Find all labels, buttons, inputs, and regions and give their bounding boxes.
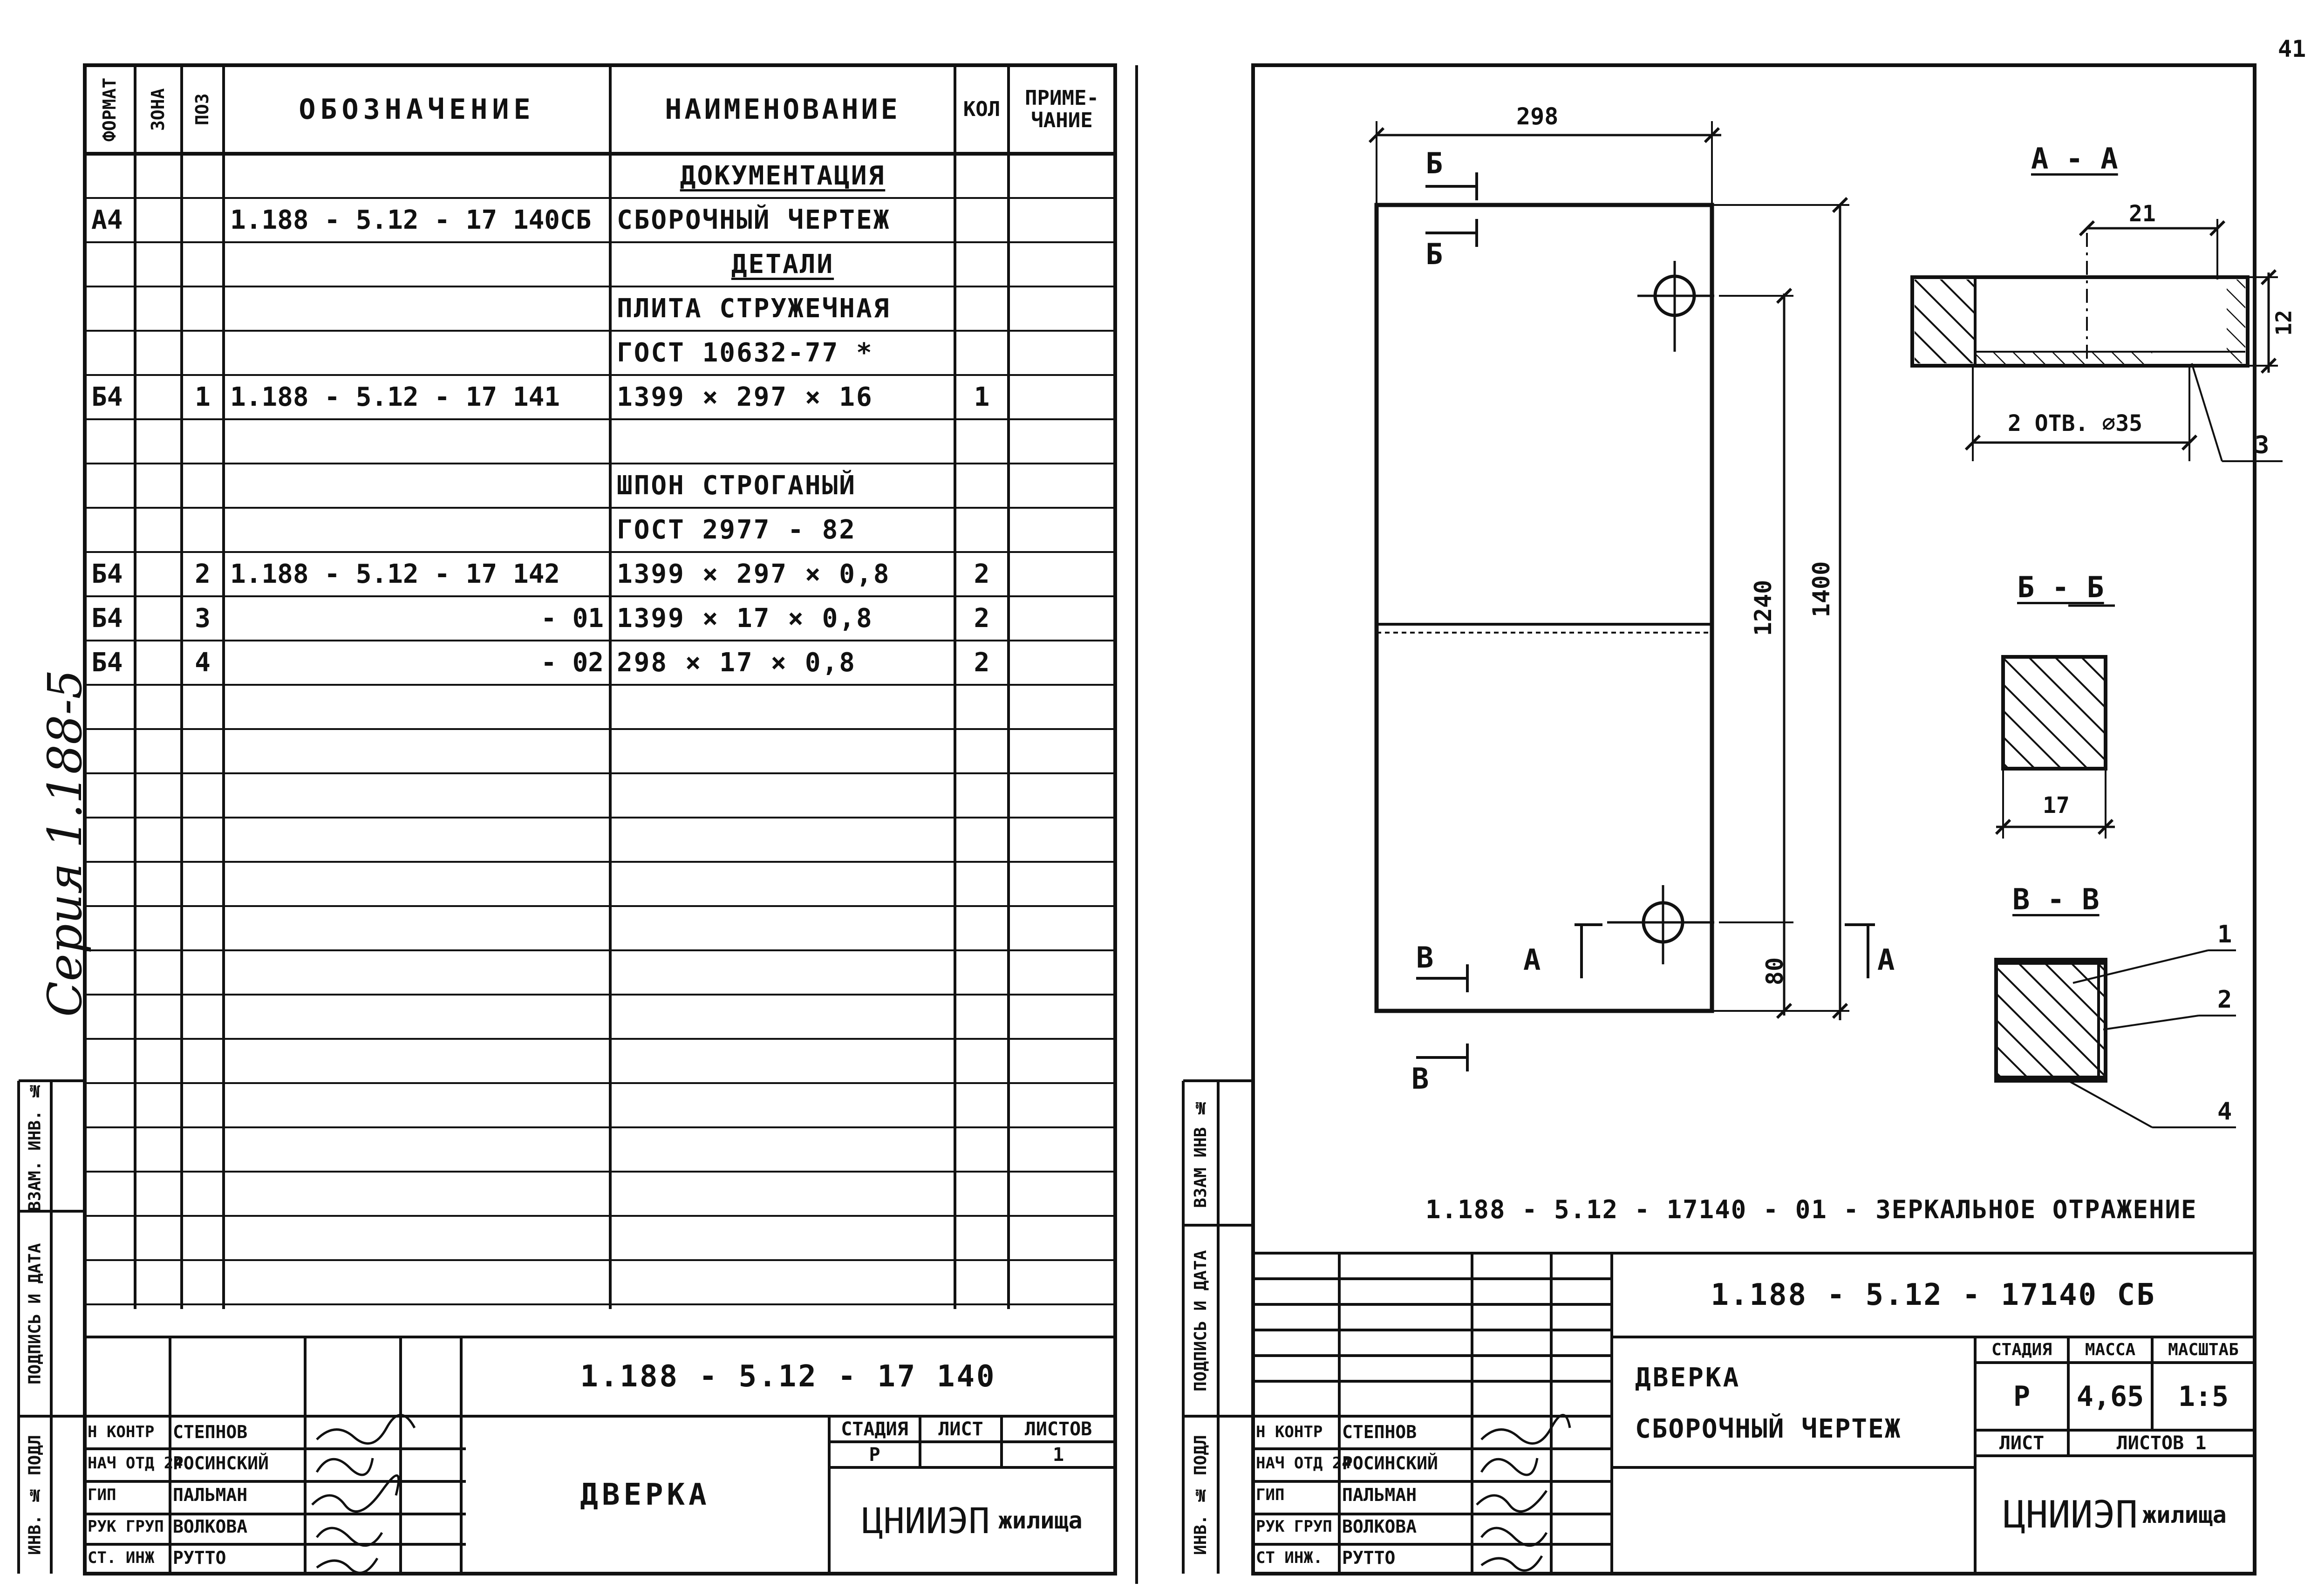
spec-cell-note — [1009, 641, 1115, 685]
drawing-stage-value: Р — [2013, 1380, 2031, 1413]
spec-cell-qty — [955, 331, 1009, 375]
col-header-format: ФОРМАТ — [99, 77, 120, 142]
col-header-designation: ОБОЗНАЧЕНИЕ — [299, 93, 535, 126]
role-person-name: ПАЛЬМАН — [173, 1484, 248, 1505]
role-person-name: РУТТО — [173, 1548, 226, 1569]
spec-cell-zone — [135, 198, 182, 242]
col-header-note: ПРИМЕ-ЧАНИЕ — [1025, 86, 1099, 132]
spec-cell-zone — [135, 286, 182, 331]
spec-cell-zone — [135, 552, 182, 596]
drawing-doc-number: 1.188 - 5.12 - 17140 СБ — [1711, 1278, 2156, 1312]
spec-cell-format — [85, 286, 135, 331]
role-label: РУК ГРУП — [88, 1517, 164, 1536]
spec-cell-zone — [135, 464, 182, 508]
drawing-scale-value: 1:5 — [2178, 1380, 2229, 1413]
section-vv-callout-2: 2 — [2217, 986, 2232, 1014]
spec-sheets-label: ЛИСТОВ — [1024, 1418, 1092, 1440]
side-stamp-inv-orig: ИНВ. № ПОДЛ — [25, 1435, 45, 1555]
spec-cell-name: ГОСТ 2977 - 82 — [617, 515, 857, 545]
spec-cell-designation: 1.188 - 5.12 - 17 141 — [230, 382, 560, 412]
spec-cell-format — [85, 331, 135, 375]
role-label: ГИП — [1256, 1485, 1285, 1504]
col-header-qty: КОЛ — [963, 97, 1001, 121]
spec-cell-name — [610, 419, 955, 464]
spec-cell-note — [1009, 286, 1115, 331]
spec-cell-name: СБОРОЧНЫЙ ЧЕРТЕЖ — [617, 205, 891, 235]
section-aa-holes: 2 ОТВ. ∅35 — [2008, 410, 2142, 437]
spec-cell-zone — [135, 641, 182, 685]
role-person-name: ВОЛКОВА — [1342, 1516, 1417, 1537]
spec-cell-name: 1399 × 297 × 16 — [617, 382, 873, 412]
spec-sheet-value — [920, 1442, 1002, 1467]
spec-cell-designation — [224, 286, 610, 331]
spec-cell-designation — [224, 154, 610, 198]
spec-cell-designation: 1.188 - 5.12 - 17 142 — [230, 559, 560, 589]
spec-cell-note — [1009, 375, 1115, 419]
spec-cell-zone — [135, 419, 182, 464]
spec-cell-zone — [135, 154, 182, 198]
spec-cell-designation: - 02 — [541, 648, 604, 678]
spec-cell-pos: 2 — [195, 559, 211, 589]
section-vv-title: В - В — [2012, 882, 2100, 916]
section-aa-callout-3: 3 — [2255, 431, 2270, 459]
spec-cell-name: 298 × 17 × 0,8 — [617, 648, 857, 678]
drawing-stage-label: СТАДИЯ — [1991, 1340, 2052, 1359]
drawing-title-2: СБОРОЧНЫЙ ЧЕРТЕЖ — [1635, 1414, 1902, 1444]
spec-cell-designation — [224, 242, 610, 286]
role-label: РУК ГРУП — [1256, 1517, 1332, 1536]
role-label: СТ ИНЖ. — [1256, 1548, 1323, 1568]
mirror-note: 1.188 - 5.12 - 17140 - 01 - ЗЕРКАЛЬНОЕ ОТРАЖЕНИЕ — [1425, 1195, 2197, 1224]
spec-cell-pos — [182, 242, 224, 286]
drawing-side-stamp-inv-orig: ИНВ. № ПОДЛ — [1191, 1435, 1210, 1555]
role-person-name: РОСИНСКИЙ — [1342, 1453, 1438, 1474]
spec-cell-format — [85, 419, 135, 464]
spec-stage-label: СТАДИЯ — [841, 1418, 908, 1440]
spec-cell-qty — [955, 198, 1009, 242]
spec-cell-pos — [182, 508, 224, 552]
cut-label-b-top: Б — [1425, 146, 1443, 180]
spec-sheets-value: 1 — [1052, 1444, 1064, 1466]
spec-cell-pos: 3 — [195, 603, 211, 634]
role-label: СТ. ИНЖ — [88, 1548, 155, 1568]
spec-doc-number: 1.188 - 5.12 - 17 140 — [580, 1359, 996, 1394]
role-person-name: ВОЛКОВА — [173, 1516, 248, 1537]
series-handwritten: Серия 1.188-5 — [38, 669, 92, 1017]
spec-cell-name — [610, 154, 955, 198]
drawing-organization — [1975, 1456, 2255, 1574]
spec-cell-qty — [955, 242, 1009, 286]
spec-cell-note — [1009, 198, 1115, 242]
spec-cell-pos — [182, 286, 224, 331]
section-vv-callout-1: 1 — [2217, 921, 2232, 948]
spec-cell-note — [1009, 242, 1115, 286]
role-label: НАЧ ОТД 24 — [88, 1454, 183, 1473]
cut-label-a-right: А — [1877, 943, 1895, 977]
spec-cell-format — [85, 154, 135, 198]
door-front-view — [1370, 121, 1875, 1071]
spec-cell-qty: 1 — [974, 382, 990, 412]
spec-section-heading: ДЕТАЛИ — [731, 249, 834, 280]
col-header-zone: ЗОНА — [148, 88, 169, 131]
spec-cell-note — [1009, 419, 1115, 464]
spec-cell-pos — [182, 419, 224, 464]
spec-cell-zone — [135, 242, 182, 286]
col-header-name: НАИМЕНОВАНИЕ — [665, 93, 900, 126]
side-stamp-sign-date: ПОДПИСЬ И ДАТА — [25, 1243, 45, 1385]
spec-sheet-label: ЛИСТ — [938, 1418, 983, 1440]
section-bb-title: Б - Б — [2017, 570, 2104, 604]
spec-cell-qty — [955, 464, 1009, 508]
drawing-mass-label: МАССА — [2085, 1340, 2136, 1359]
role-person-name: ПАЛЬМАН — [1342, 1484, 1417, 1505]
spec-cell-qty — [955, 286, 1009, 331]
drawing-scale-label: МАСШТАБ — [2168, 1340, 2239, 1359]
spec-cell-name: ГОСТ 10632-77 * — [617, 338, 873, 368]
spec-cell-note — [1009, 464, 1115, 508]
section-vv-callout-4: 4 — [2217, 1098, 2232, 1125]
spec-cell-format: Б4 — [91, 648, 123, 678]
drawing-sheets-label: ЛИСТОВ 1 — [2116, 1432, 2207, 1454]
spec-cell-name — [610, 242, 955, 286]
role-person-name: СТЕПНОВ — [173, 1421, 248, 1442]
drawing-side-stamp-inv-replace: ВЗАМ ИНВ № — [1191, 1098, 1210, 1208]
spec-cell-pos — [182, 464, 224, 508]
spec-cell-designation — [224, 331, 610, 375]
cut-label-v-upper: В — [1416, 941, 1434, 975]
section-vv-drawing — [1996, 950, 2236, 1127]
spec-organization — [829, 1467, 1115, 1574]
spec-cell-qty — [955, 419, 1009, 464]
spec-cell-zone — [135, 331, 182, 375]
section-aa-dim-21: 21 — [2129, 201, 2156, 227]
spec-cell-qty — [955, 508, 1009, 552]
spec-cell-note — [1009, 552, 1115, 596]
dim-80: 80 — [1761, 957, 1789, 986]
spec-cell-designation — [224, 419, 610, 464]
spec-cell-note — [1009, 331, 1115, 375]
drawing-side-stamp-sign-date: ПОДПИСЬ И ДАТА — [1191, 1250, 1210, 1391]
role-label: Н КОНТР — [1256, 1422, 1323, 1441]
role-person-name: СТЕПНОВ — [1342, 1421, 1417, 1442]
dim-1400: 1400 — [1808, 561, 1835, 618]
spec-cell-name: ПЛИТА СТРУЖЕЧНАЯ — [617, 293, 891, 324]
spec-cell-note — [1009, 154, 1115, 198]
cut-label-v-lower: В — [1411, 1062, 1429, 1096]
spec-cell-format: Б4 — [91, 603, 123, 634]
spec-cell-pos: 4 — [195, 648, 211, 678]
spec-cell-note — [1009, 508, 1115, 552]
spec-cell-name: 1399 × 17 × 0,8 — [617, 603, 873, 634]
role-person-name: РУТТО — [1342, 1548, 1396, 1569]
col-header-pos: ПОЗ — [192, 93, 213, 126]
spec-cell-qty: 2 — [974, 603, 990, 634]
spec-cell-qty: 2 — [974, 648, 990, 678]
spec-section-heading: ДОКУМЕНТАЦИЯ — [680, 161, 886, 191]
spec-cell-format — [85, 242, 135, 286]
spec-cell-pos — [182, 331, 224, 375]
drawing-org-b: жилища — [2142, 1501, 2227, 1528]
role-label: ГИП — [88, 1485, 116, 1504]
spec-cell-zone — [135, 375, 182, 419]
spec-cell-format: Б4 — [91, 559, 123, 589]
spec-cell-designation: 1.188 - 5.12 - 17 140СБ — [230, 205, 592, 235]
section-aa-title: А - А — [2031, 142, 2118, 176]
spec-title: ДВЕРКА — [580, 1478, 710, 1512]
side-stamp-inv-replace: ВЗАМ. ИНВ. № — [25, 1081, 45, 1211]
drawing-sheet-label: ЛИСТ — [1999, 1432, 2045, 1454]
spec-cell-format: Б4 — [91, 382, 123, 412]
spec-cell-note — [1009, 596, 1115, 641]
drawing-org-a: ЦНИИЭП — [2003, 1493, 2138, 1536]
spec-cell-pos: 1 — [195, 382, 211, 412]
drawing-title-1: ДВЕРКА — [1635, 1363, 1741, 1393]
spec-org-b: жилища — [998, 1507, 1083, 1534]
dim-width-298: 298 — [1516, 103, 1559, 130]
role-label: Н КОНТР — [88, 1422, 155, 1441]
spec-cell-name: ШПОН СТРОГАНЫЙ — [617, 471, 857, 501]
spec-cell-qty: 2 — [974, 559, 990, 589]
dim-1240: 1240 — [1750, 580, 1777, 636]
cut-label-b-top2: Б — [1425, 237, 1443, 271]
spec-cell-designation — [224, 464, 610, 508]
spec-cell-zone — [135, 508, 182, 552]
role-person-name: РОСИНСКИЙ — [173, 1453, 269, 1474]
cut-label-a-left: А — [1523, 943, 1541, 977]
drawing-mass-value: 4,65 — [2076, 1380, 2144, 1413]
spec-cell-qty — [955, 154, 1009, 198]
spec-cell-format: А4 — [91, 205, 123, 235]
spec-cell-pos — [182, 154, 224, 198]
page-number: 41 — [2278, 35, 2306, 62]
spec-cell-designation: - 01 — [541, 603, 604, 634]
spec-cell-format — [85, 464, 135, 508]
spec-cell-zone — [135, 596, 182, 641]
section-aa-dim-12: 12 — [2271, 310, 2297, 336]
spec-cell-designation — [224, 508, 610, 552]
spec-cell-name: 1399 × 297 × 0,8 — [617, 559, 891, 589]
spec-org-a: ЦНИИЭП — [862, 1500, 990, 1541]
role-label: НАЧ ОТД 24 — [1256, 1454, 1351, 1473]
spec-cell-pos — [182, 198, 224, 242]
spec-stage-value: Р — [869, 1444, 880, 1466]
section-bb-dim-17: 17 — [2043, 792, 2070, 818]
spec-cell-format — [85, 508, 135, 552]
